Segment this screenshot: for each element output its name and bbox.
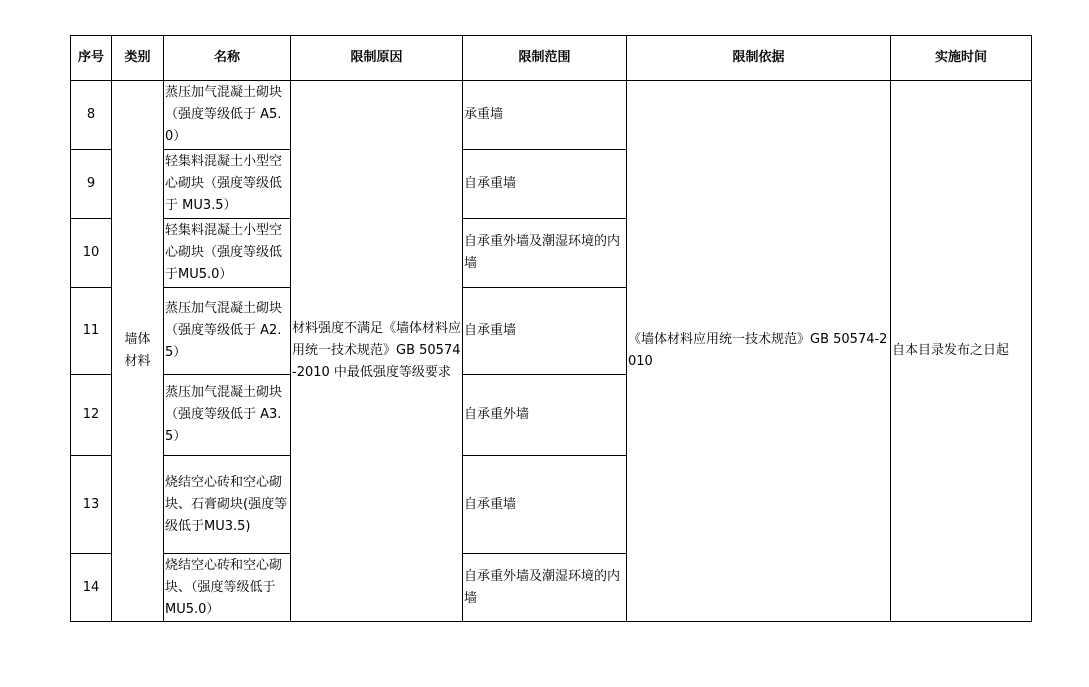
- effective-time-cell: 自本目录发布之日起: [891, 81, 1032, 622]
- material-name: 蒸压加气混凝土砌块（强度等级低于 A5.0）: [164, 81, 291, 150]
- row-number: 8: [71, 81, 112, 150]
- row-number: 13: [71, 456, 112, 554]
- row-number: 12: [71, 375, 112, 456]
- row-number: 10: [71, 219, 112, 288]
- scope-cell: 自承重墙: [463, 150, 627, 219]
- header-reason: 限制原因: [291, 36, 463, 81]
- scope-cell: 自承重外墙: [463, 375, 627, 456]
- basis-cell: 《墙体材料应用统一技术规范》GB 50574-2010: [627, 81, 891, 622]
- header-no: 序号: [71, 36, 112, 81]
- row-number: 14: [71, 554, 112, 622]
- category-cell: 墙体 材料: [112, 81, 164, 622]
- material-name: 蒸压加气混凝土砌块（强度等级低于 A3.5）: [164, 375, 291, 456]
- header-scope: 限制范围: [463, 36, 627, 81]
- header-row: [71, 36, 1032, 81]
- scope-cell: 承重墙: [463, 81, 627, 150]
- scope-cell: 自承重墙: [463, 288, 627, 375]
- scope-cell: 自承重外墙及潮湿环境的内墙: [463, 554, 627, 622]
- material-name: 烧结空心砖和空心砌块、石膏砌块(强度等级低于MU3.5): [164, 456, 291, 554]
- header-name: 名称: [164, 36, 291, 81]
- material-name: 蒸压加气混凝土砌块（强度等级低于 A2.5）: [164, 288, 291, 375]
- row-number: 11: [71, 288, 112, 375]
- material-name: 烧结空心砖和空心砌块、（强度等级低于 MU5.0）: [164, 554, 291, 622]
- material-name: 轻集料混凝土小型空心砌块（强度等级低于MU5.0）: [164, 219, 291, 288]
- scope-cell: 自承重外墙及潮湿环境的内墙: [463, 219, 627, 288]
- table-row: [71, 81, 1032, 150]
- row-number: 9: [71, 150, 112, 219]
- reason-cell: 材料强度不满足《墙体材料应用统一技术规范》GB 50574-2010 中最低强度等级要求: [291, 81, 463, 622]
- restriction-table: [70, 35, 1032, 622]
- header-basis: 限制依据: [627, 36, 891, 81]
- material-name: 轻集料混凝土小型空心砌块（强度等级低于 MU3.5）: [164, 150, 291, 219]
- scope-cell: 自承重墙: [463, 456, 627, 554]
- header-time: 实施时间: [891, 36, 1032, 81]
- header-category: 类别: [112, 36, 164, 81]
